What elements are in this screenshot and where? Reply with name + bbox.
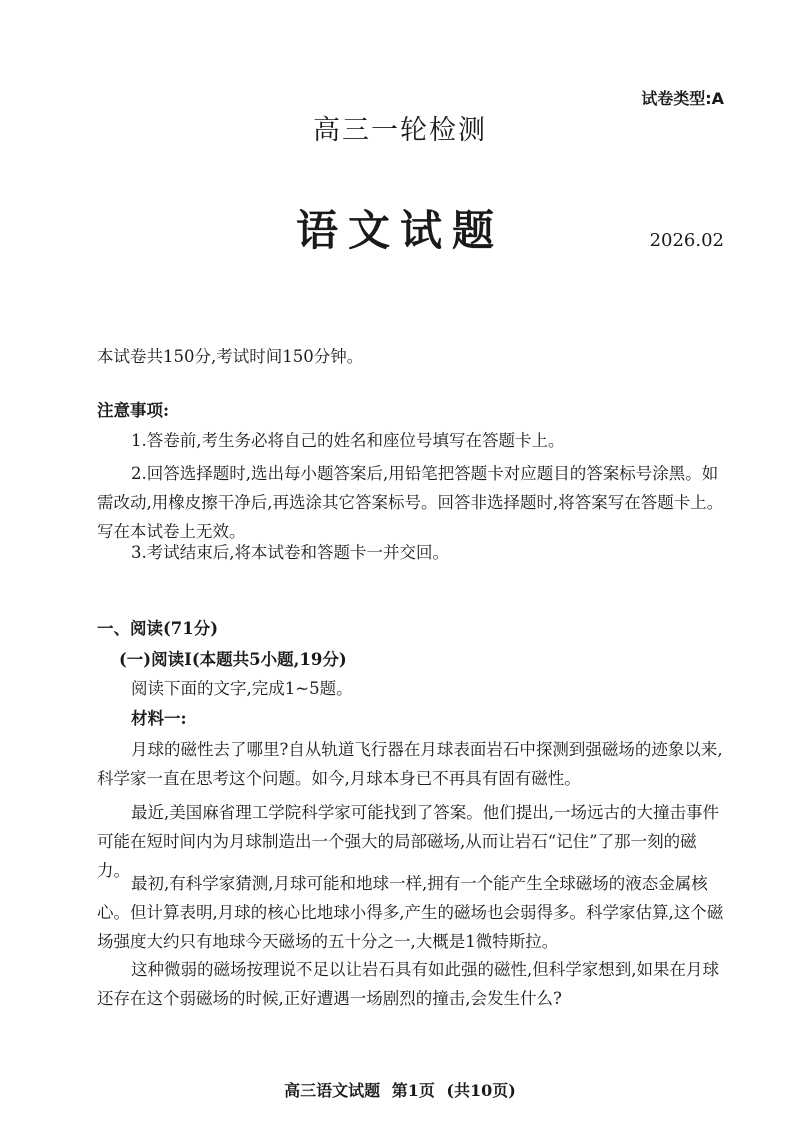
exam-info: 本试卷共150分,考试时间150分钟。 [97,347,364,366]
subsection-heading: (一)阅读Ⅰ(本题共5小题,19分) [119,650,347,669]
material-paragraph: 这种微弱的磁场按理说不足以让岩石具有如此强的磁性,但科学家想到,如果在月球还存在这个弱磁场的时候,正好遭遇一场剧烈的撞击,会发生什么? [97,960,719,1008]
material-paragraph: 最近,美国麻省理工学院科学家可能找到了答案。他们提出,一场远古的大撞击事件可能在短时间内为月球制造出一个强大的局部磁场,从而让岩石“记住”了那一刻的磁力。 [97,803,719,880]
reading-instruction: 阅读下面的文字,完成1~5题。 [131,679,353,698]
section-heading: 一、阅读(71分) [97,619,219,638]
notes-heading: 注意事项: [97,401,170,420]
note-item-2: 2.回答选择题时,选出每小题答案后,用铅笔把答题卡对应题目的答案标号涂黑。如需改动,用橡皮擦干净后,再选涂其它答案标号。回答非选择题时,将答案写在答题卡上。写在本试卷上无效。 [97,464,724,541]
page-footer: 高三语文试题 第1页 (共10页) [284,1081,516,1100]
material-paragraph: 月球的磁性去了哪里?自从轨道飞行器在月球表面岩石中探测到强磁场的迹象以来,科学家一直在思考这个问题。如今,月球本身已不再具有固有磁性。 [97,740,723,788]
note-item-3: 3.考试结束后,将本试卷和答题卡一并交回。 [131,543,449,562]
exam-title: 语文试题 [295,206,504,255]
note-item-1: 1.答卷前,考生务必将自己的姓名和座位号填写在答题卡上。 [131,431,565,450]
exam-date: 2026.02 [649,230,724,251]
exam-subtitle: 高三一轮检测 [313,115,487,146]
paper-type-label: 试卷类型:A [641,89,724,108]
material-paragraph: 最初,有科学家猜测,月球可能和地球一样,拥有一个能产生全球磁场的液态金属核心。但计算表明,月球的核心比地球小得多,产生的磁场也会弱得多。科学家估算,这个磁场强度大约只有地球今天磁场的五十分之一,大概是1微特斯拉。 [97,874,724,951]
material-label: 材料一: [131,709,187,728]
